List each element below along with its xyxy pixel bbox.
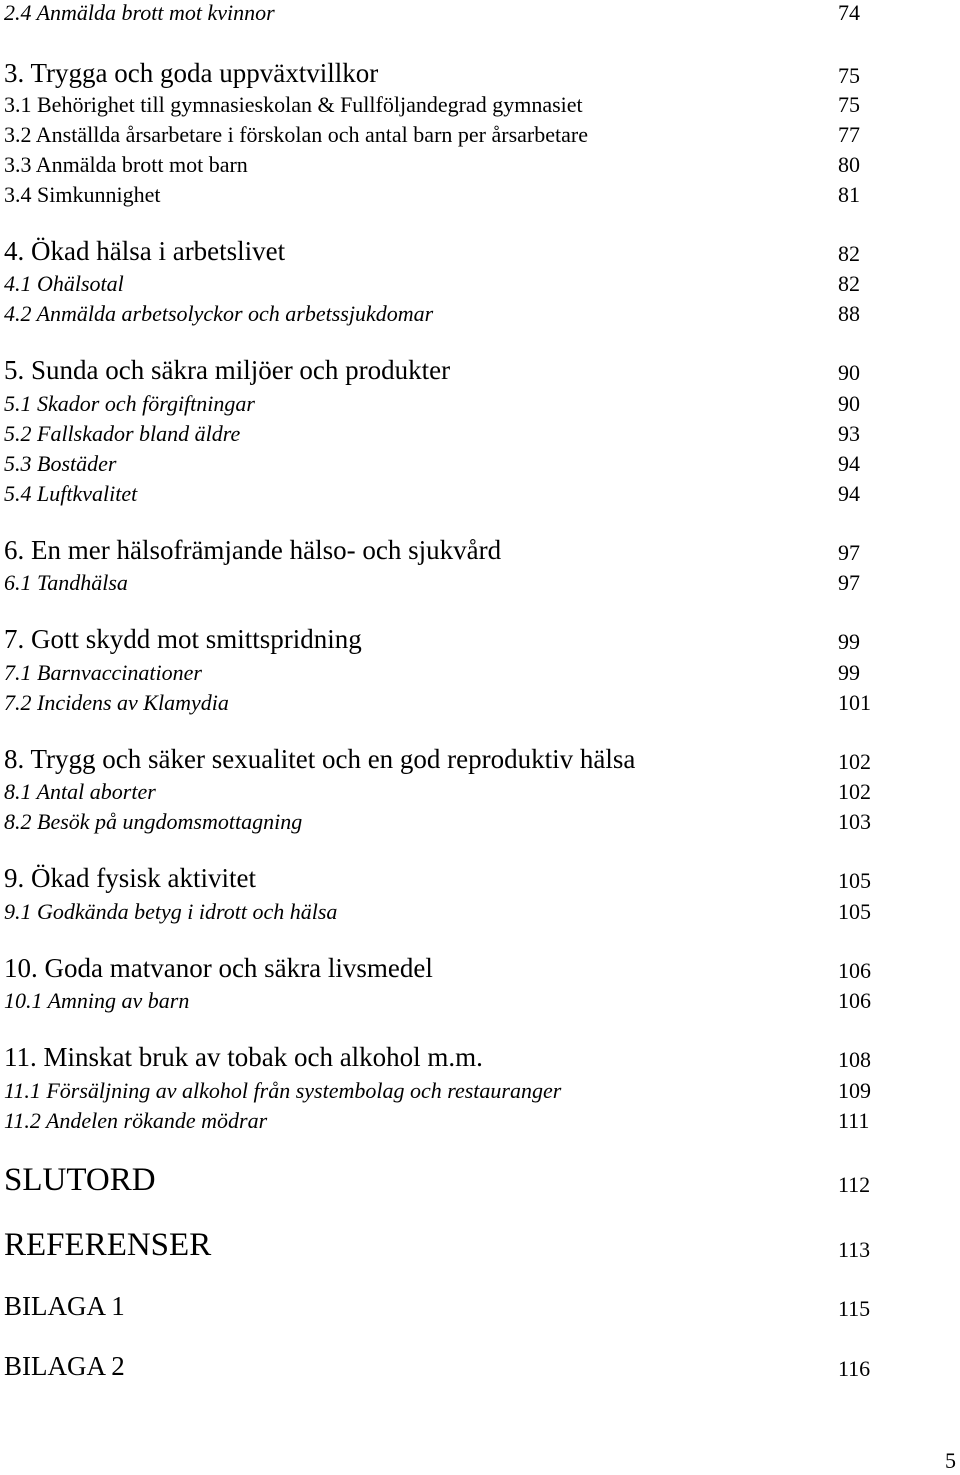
- toc-entry: [4, 301, 960, 341]
- page-number: 5: [945, 1448, 956, 1473]
- toc-entry-title: BILAGA 1: [4, 1291, 125, 1321]
- toc-entry-title: 10. Goda matvanor och säkra livsmedel: [4, 953, 433, 983]
- toc-entry: [4, 1227, 960, 1275]
- toc-entry: [4, 0, 960, 40]
- toc-entry-page: 80: [838, 152, 860, 177]
- toc-entry-page: 106: [838, 958, 871, 983]
- toc-entry-page: 99: [838, 629, 860, 654]
- toc-entry-title: 5.2 Fallskador bland äldre: [4, 421, 241, 446]
- toc-entry: [4, 988, 960, 1028]
- toc-entry: [4, 899, 960, 939]
- toc-entry-title: 4.2 Anmälda arbetsolyckor och arbetssjukdomar: [4, 301, 434, 326]
- toc-entry-page: 97: [838, 570, 860, 595]
- toc-entry-title: 5.4 Luftkvalitet: [4, 481, 138, 506]
- toc-entry: [4, 481, 960, 521]
- toc-entry-page: 77: [838, 122, 860, 147]
- toc-entry: [4, 624, 960, 664]
- toc-entry-title: 7. Gott skydd mot smittspridning: [4, 624, 362, 654]
- toc-entry-title: 2.4 Anmälda brott mot kvinnor: [4, 0, 275, 25]
- toc-entry-page: 113: [838, 1237, 871, 1262]
- toc-entry-page: 90: [838, 391, 860, 416]
- toc-entry-title: 3.1 Behörighet till gymnasieskolan & Fullföljandegrad gymnasiet: [4, 92, 583, 117]
- toc-entry: [4, 690, 960, 730]
- toc-entry-title: 7.1 Barnvaccinationer: [4, 660, 202, 685]
- toc-entry-title: BILAGA 2: [4, 1351, 125, 1381]
- toc-entry: [4, 953, 960, 993]
- toc-entry: [4, 1042, 960, 1082]
- toc-entry-page: 94: [838, 451, 860, 476]
- toc-entry-page: 103: [838, 809, 871, 834]
- toc-entry-page: 90: [838, 360, 860, 385]
- toc-entry-title: 8.2 Besök på ungdomsmottagning: [4, 809, 303, 834]
- toc-entry-page: 74: [838, 0, 860, 25]
- toc-entry-page: 101: [838, 690, 871, 715]
- toc-entry: [4, 236, 960, 276]
- toc-entry-title: 4.1 Ohälsotal: [4, 271, 124, 296]
- toc-entry-page: 93: [838, 421, 860, 446]
- toc-entry-title: 11.2 Andelen rökande mödrar: [4, 1108, 268, 1133]
- toc-entry-page: 82: [838, 271, 860, 296]
- toc-entry-title: 5.3 Bostäder: [4, 451, 117, 476]
- toc-entry: [4, 1291, 960, 1331]
- toc-entry-title: 11. Minskat bruk av tobak och alkohol m.m.: [4, 1042, 483, 1072]
- toc-entry: [4, 1162, 960, 1210]
- toc-entry-title: 6. En mer hälsofrämjande hälso- och sjukvård: [4, 535, 502, 565]
- toc-entry-title: 9.1 Godkända betyg i idrott och hälsa: [4, 899, 338, 924]
- toc-entry-page: 102: [838, 749, 871, 774]
- toc-entry-title: 4. Ökad hälsa i arbetslivet: [4, 236, 286, 266]
- toc-entry: [4, 1108, 960, 1148]
- toc-entry: [4, 809, 960, 849]
- toc-entry-title: 5.1 Skador och förgiftningar: [4, 391, 255, 416]
- toc-entry-title: 5. Sunda och säkra miljöer och produkter: [4, 355, 451, 385]
- toc-entry: [4, 744, 960, 784]
- toc-entry-page: 111: [838, 1108, 870, 1133]
- toc-entry-title: 3.2 Anställda årsarbetare i förskolan och antal barn per årsarbetare: [4, 122, 588, 147]
- toc-entry-page: 82: [838, 241, 860, 266]
- toc-entry-title: 7.2 Incidens av Klamydia: [4, 690, 229, 715]
- toc-entry-title: 8. Trygg och säker sexualitet och en god reproduktiv hälsa: [4, 744, 636, 774]
- toc-entry-page: 75: [838, 92, 860, 117]
- toc-entry-title: 10.1 Amning av barn: [4, 988, 190, 1013]
- toc-entry-title: 11.1 Försäljning av alkohol från systembolag och restauranger: [4, 1078, 562, 1103]
- toc-entry-page: 75: [838, 63, 860, 88]
- toc-entry-page: 109: [838, 1078, 871, 1103]
- toc-entry-page: 106: [838, 988, 871, 1013]
- toc-entry: [4, 535, 960, 575]
- toc-entry-title: SLUTORD: [4, 1162, 156, 1198]
- toc-entry: [4, 355, 960, 395]
- toc-entry-title: 3.4 Simkunnighet: [4, 182, 161, 207]
- toc-entry-title: 3.3 Anmälda brott mot barn: [4, 152, 248, 177]
- toc-entry: [4, 863, 960, 903]
- toc-entry-title: REFERENSER: [4, 1227, 212, 1263]
- toc-entry-page: 116: [838, 1356, 871, 1381]
- toc-entry-page: 105: [838, 899, 871, 924]
- toc-entry-page: 105: [838, 868, 871, 893]
- toc-entry-page: 97: [838, 540, 860, 565]
- toc-entry-page: 81: [838, 182, 860, 207]
- toc-entry: [4, 182, 960, 222]
- toc-entry-page: 102: [838, 779, 871, 804]
- toc-entry-title: 8.1 Antal aborter: [4, 779, 156, 804]
- toc-entry-page: 115: [838, 1296, 871, 1321]
- toc-entry-page: 94: [838, 481, 860, 506]
- toc-entry-page: 88: [838, 301, 860, 326]
- toc-entry: [4, 570, 960, 610]
- toc-entry-page: 99: [838, 660, 860, 685]
- toc-entry-title: 3. Trygga och goda uppväxtvillkor: [4, 58, 379, 88]
- toc-entry-title: 9. Ökad fysisk aktivitet: [4, 863, 256, 893]
- toc-entry-page: 112: [838, 1172, 871, 1197]
- toc-entry: [4, 1351, 960, 1391]
- toc-entry-title: 6.1 Tandhälsa: [4, 570, 128, 595]
- toc-entry-page: 108: [838, 1047, 871, 1072]
